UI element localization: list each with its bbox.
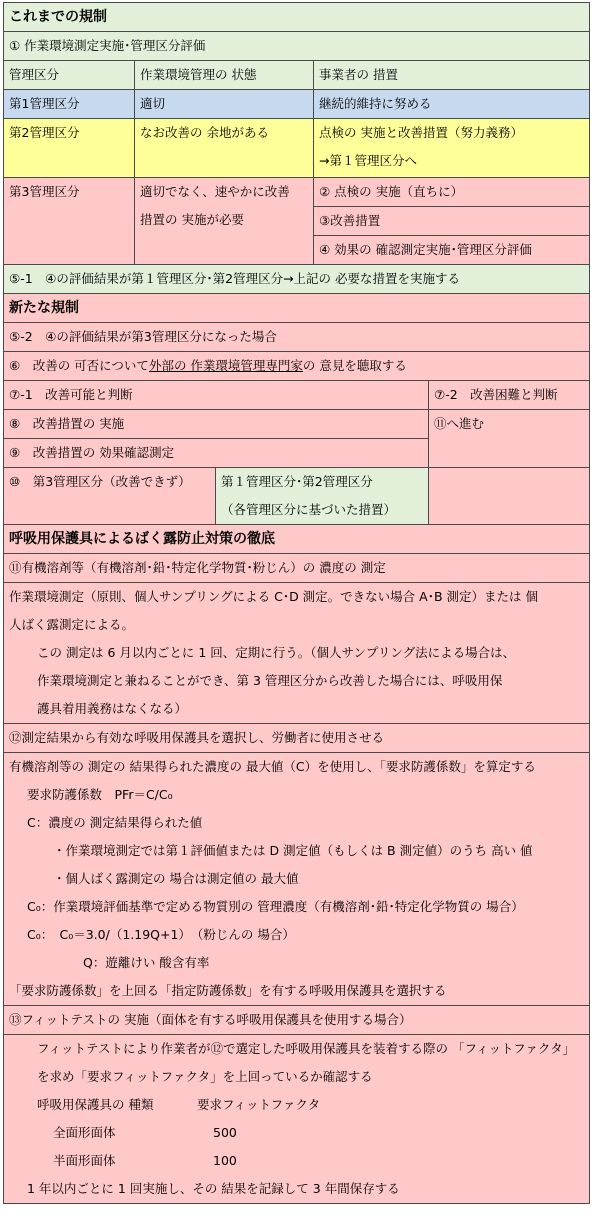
item-6 xyxy=(4,352,590,381)
item-11-body-line: この 測定は 6 月以内ごとに 1 回、定期に行う。（個人サンプリング法による場合は、 xyxy=(37,645,516,660)
item-6-pre: ⑥ 改善の 可否について xyxy=(9,358,149,373)
expert-link-text: 外部の 作業環境管理専門家 xyxy=(148,358,303,373)
class-2-state: なお改善の 余地がある xyxy=(135,119,314,178)
item-12-body xyxy=(4,753,590,1006)
regulation-sheet xyxy=(3,2,589,1204)
fit-value: 500 xyxy=(213,1125,237,1140)
item-11-body-line: 人ばく露測定による。 xyxy=(9,617,135,632)
row-class-3a xyxy=(4,178,590,207)
fit-type: 全面形面体 xyxy=(53,1125,116,1140)
item-13-body-line: を求め「要求フィットファクタ」を上回っているか確認する xyxy=(37,1069,373,1084)
empty-cell xyxy=(429,468,590,525)
header-state: 作業環境管理の 状態 xyxy=(135,61,314,90)
fit-header-type: 呼吸用保護具の 種類 xyxy=(37,1097,154,1112)
table-header-row xyxy=(4,61,590,90)
class-3-label: 第3管理区分 xyxy=(4,178,135,265)
item-9: ⑨ 改善措置の 効果確認測定 xyxy=(4,439,429,468)
class-3-state xyxy=(135,178,314,265)
fit-row-full-face xyxy=(9,1119,589,1147)
class-2-label: 第2管理区分 xyxy=(4,119,135,178)
section-title-respirator: 呼吸用保護具によるばく露防止対策の徹底 xyxy=(4,525,590,554)
fit-value: 100 xyxy=(213,1153,237,1168)
item-5-1: ⑤-1 ④の評価結果が第１管理区分･第2管理区分→上記の 必要な措置を実施する xyxy=(4,265,590,294)
class-1-state: 適切 xyxy=(135,90,314,119)
protection-factor-formula: 要求防護係数 PFr＝C/C₀ xyxy=(27,787,173,802)
item-12-body-line: 有機溶剤等の 測定の 結果得られた濃度の 最大値（C）を使用し、「要求防護係数」を算定する xyxy=(9,759,536,774)
item-11-forward: ⑪へ進む xyxy=(429,410,590,468)
item-12: ⑫測定結果から有効な呼吸用保護具を選択し、労働者に使用させる xyxy=(4,724,590,753)
item-13-body-line: フィットテストにより作業者が⑫で選定した呼吸用保護具を装着する際の 「フィットファクタ」 xyxy=(37,1041,576,1056)
item-13-body xyxy=(4,1035,590,1204)
row-class-2 xyxy=(4,119,590,178)
item-1-measurement: ① 作業環境測定実施･管理区分評価 xyxy=(4,32,590,61)
section-title-new: 新たな規制 xyxy=(4,294,590,323)
item-10-result xyxy=(216,468,429,525)
section-title-previous: これまでの規制 xyxy=(4,3,590,32)
item-11-body xyxy=(4,583,590,724)
header-measure: 事業者の 措置 xyxy=(314,61,590,90)
item-12-body-line: C₀：作業環境評価基準で定める物質別の 管理濃度（有機溶剤･鉛･特定化学物質の 場合） xyxy=(27,899,524,914)
item-12-body-line: Q：遊離けい 酸含有率 xyxy=(83,955,210,970)
item-10-result-line1: 第１管理区分･第2管理区分 xyxy=(221,474,373,489)
class-3-measure-3: ③改善措置 xyxy=(314,207,590,236)
fit-factor-header xyxy=(9,1091,589,1119)
class-2-measure-line2: →第１管理区分へ xyxy=(319,153,417,168)
item-11-body-line: 護具着用義務はなくなる） xyxy=(37,701,188,716)
class-1-measure: 継続的維持に努める xyxy=(314,90,590,119)
item-10-result-line2: （各管理区分に基づいた措置） xyxy=(221,502,397,517)
item-7-1: ⑦-1 改善可能と判断 xyxy=(4,381,429,410)
fit-header-value: 要求フィットファクタ xyxy=(197,1097,321,1112)
regulation-table xyxy=(3,2,590,1204)
fit-type: 半面形面体 xyxy=(53,1153,116,1168)
row-class-1 xyxy=(4,90,590,119)
class-3-state-line2: 措置の 実施が必要 xyxy=(140,212,244,227)
class-2-measure xyxy=(314,119,590,178)
item-12-body-line: ・作業環境測定では第１評価値または D 測定値（もしくは B 測定値）のうち 高い 値 xyxy=(53,843,533,858)
item-5-2: ⑤-2 ④の評価結果が第3管理区分になった場合 xyxy=(4,323,590,352)
class-3-measure-4: ④ 効果の 確認測定実施･管理区分評価 xyxy=(314,236,590,265)
item-13: ⑬フィットテストの 実施（面体を有する呼吸用保護具を使用する場合） xyxy=(4,1006,590,1035)
fit-row-half-face xyxy=(9,1147,589,1175)
header-class: 管理区分 xyxy=(4,61,135,90)
item-12-body-line: C：濃度の 測定結果得られた値 xyxy=(27,815,203,830)
item-10: ⑩ 第3管理区分（改善できず） xyxy=(4,468,216,525)
class-3-measure-2: ② 点検の 実施（直ちに） xyxy=(314,178,590,207)
item-11: ⑪有機溶剤等（有機溶剤･鉛･特定化学物質･粉じん）の 濃度の 測定 xyxy=(4,554,590,583)
dust-formula: C₀： C₀＝3.0/（1.19Q+1） （粉じんの 場合） xyxy=(27,927,295,942)
class-3-state-line1: 適切でなく、速やかに改善 xyxy=(140,184,290,199)
item-8: ⑧ 改善措置の 実施 xyxy=(4,410,429,439)
item-11-body-line: 作業環境測定（原則、個人サンプリングによる C･D 測定。できない場合 A･B 測定）または 個 xyxy=(9,589,538,604)
item-6-post: の 意見を聴取する xyxy=(302,358,407,373)
item-11-body-line: 作業環境測定と兼ねることができ、第 3 管理区分から改善した場合には、呼吸用保 xyxy=(37,673,503,688)
class-2-measure-line1: 点検の 実施と改善措置（努力義務） xyxy=(319,125,523,140)
item-13-footer: 1 年以内ごとに 1 回実施し、その 結果を記録して 3 年間保存する xyxy=(27,1181,400,1196)
item-12-body-line: ・個人ばく露測定の 場合は測定値の 最大値 xyxy=(53,871,299,886)
item-12-body-line: 「要求防護係数」を上回る「指定防護係数」を有する呼吸用保護具を選択する xyxy=(9,983,447,998)
item-7-2: ⑦-2 改善困難と判断 xyxy=(429,381,590,410)
class-1-label: 第1管理区分 xyxy=(4,90,135,119)
